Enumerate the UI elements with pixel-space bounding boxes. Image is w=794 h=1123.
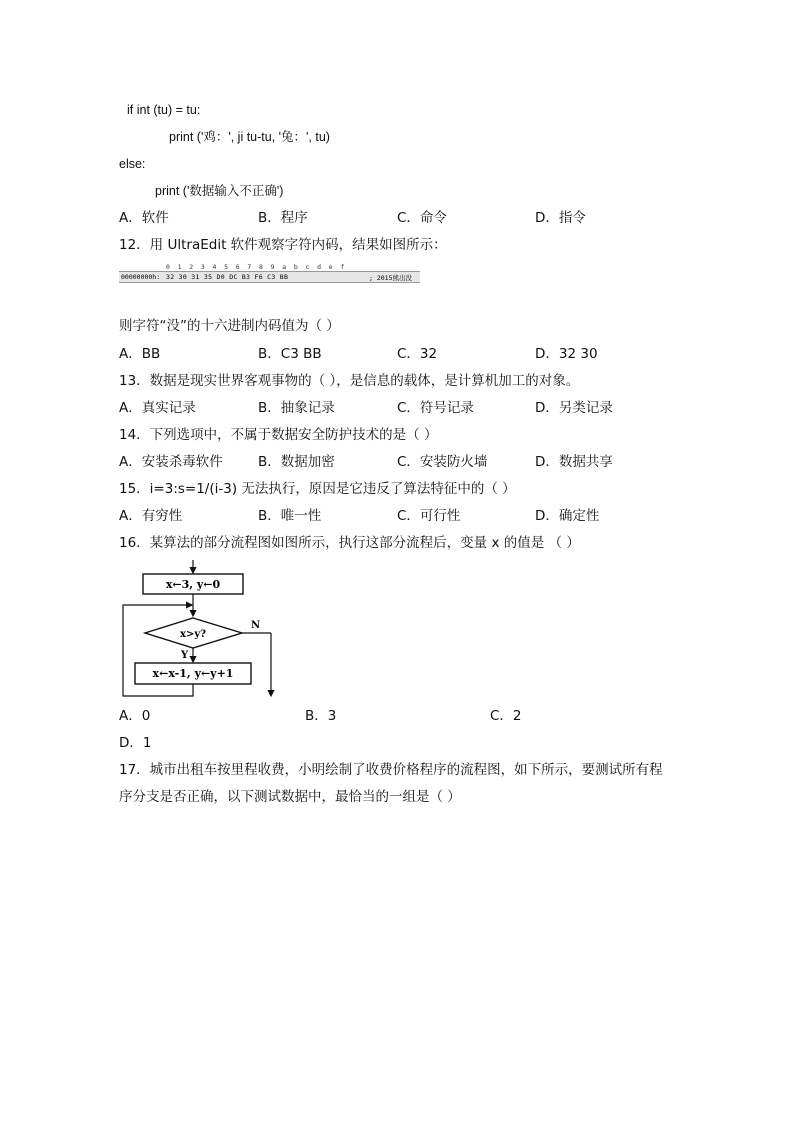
q12-question: 则字符“没”的十六进制内码值为（ ）: [119, 318, 340, 334]
q14-stem: 14．下列选项中，不属于数据安全防护技术的是（ ）: [119, 427, 438, 443]
hex-column-header: 0 1 2 3 4 5 6 7 8 9 a b c d e f: [166, 263, 347, 271]
flow-init-label: x←3, y←0: [165, 578, 221, 591]
q12-stem: 12．用 UltraEdit 软件观察字符内码，结果如图所示：: [119, 237, 447, 253]
hex-editor-screenshot: [119, 263, 420, 283]
q14-option-c: C．安装防火墙: [397, 454, 488, 470]
q11-option-d: D．指令: [535, 210, 586, 226]
q12-option-c: C．32: [397, 346, 438, 362]
hex-text-preview: ; 2015熊出没: [369, 274, 412, 282]
hex-address: 00000000h:: [121, 273, 161, 281]
flow-no-label: N: [251, 620, 261, 631]
code-line-print-result: print ('鸡：', ji tu-tu, '兔：', tu): [169, 130, 330, 144]
q15-option-a: A．有穷性: [119, 508, 183, 524]
q12-option-b: B．C3 BB: [258, 346, 322, 362]
q15-stem: 15．i=3:s=1/(i-3) 无法执行，原因是它违反了算法特征中的（ ）: [119, 481, 516, 497]
q14-option-b: B．数据加密: [258, 454, 335, 470]
q13-option-c: C．符号记录: [397, 400, 474, 416]
flow-decision-label: x>y?: [179, 629, 207, 640]
q13-option-b: B．抽象记录: [258, 400, 335, 416]
q16-flowchart: [118, 558, 278, 700]
q16-option-a: A．0: [119, 708, 151, 724]
q16-stem: 16．某算法的部分流程图如图所示，执行这部分流程后，变量 x 的值是 （ ）: [119, 535, 580, 551]
code-line-if: if int (tu) = tu:: [127, 103, 201, 117]
q14-option-d: D．数据共享: [535, 454, 613, 470]
q15-option-d: D．确定性: [535, 508, 600, 524]
code-line-print-error: print ('数据输入不正确'): [155, 184, 284, 198]
q15-option-c: C．可行性: [397, 508, 461, 524]
q17-stem-line1: 17．城市出租车按里程收费，小明绘制了收费价格程序的流程图，如下所示，要测试所有程: [119, 762, 663, 778]
q13-option-a: A．真实记录: [119, 400, 196, 416]
q11-option-a: A．软件: [119, 210, 169, 226]
q12-option-a: A．BB: [119, 346, 161, 362]
q13-option-d: D．另类记录: [535, 400, 613, 416]
q16-option-c: C．2: [490, 708, 522, 724]
flow-body-label: x←x-1, y←y+1: [152, 667, 234, 680]
q16-option-b: B．3: [305, 708, 337, 724]
hex-bytes: 32 30 31 35 D0 DC B3 F6 C3 BB: [166, 273, 289, 281]
q13-stem: 13．数据是现实世界客观事物的（ ），是信息的载体，是计算机加工的对象。: [119, 373, 580, 389]
q11-option-b: B．程序: [258, 210, 308, 226]
flow-yes-label: Y: [181, 650, 189, 661]
q12-option-d: D．32 30: [535, 346, 598, 362]
q15-option-b: B．唯一性: [258, 508, 322, 524]
code-line-else: else:: [119, 157, 146, 171]
q16-option-d: D．1: [119, 735, 152, 751]
hex-data-row: [119, 271, 420, 283]
q14-option-a: A．安装杀毒软件: [119, 454, 223, 470]
q17-stem-line2: 序分支是否正确，以下测试数据中，最恰当的一组是（ ）: [119, 789, 461, 805]
q11-option-c: C．命令: [397, 210, 447, 226]
